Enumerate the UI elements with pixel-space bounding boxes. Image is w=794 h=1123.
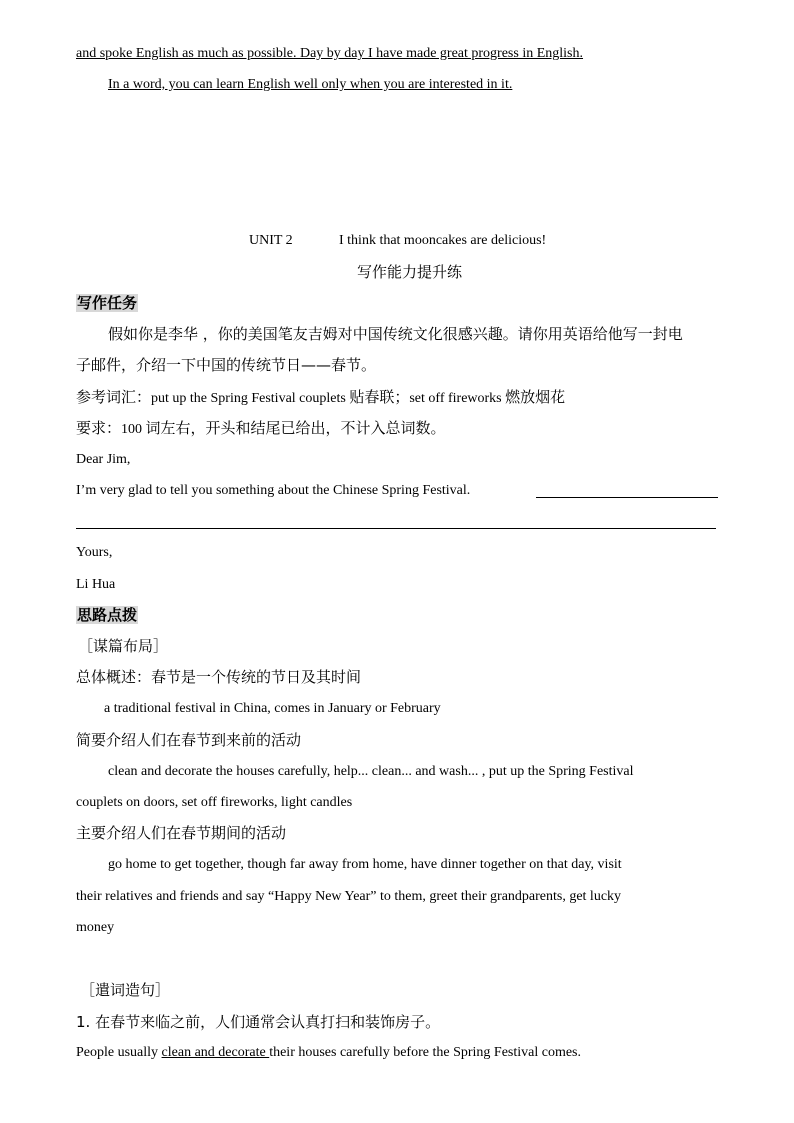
- sentence-1-en-answer: clean and decorate: [161, 1045, 270, 1060]
- vocab-cn-1: 贴春联；: [349, 388, 410, 406]
- task-prompt-line-2: 子邮件，介绍一下中国的传统节日——春节。: [76, 356, 377, 374]
- requirement-text: 词左右，开头和结尾已给出，不计入总词数。: [145, 419, 446, 437]
- unit-title: I think that mooncakes are delicious!: [339, 233, 547, 248]
- sentence-heading: ［遣词造句］: [80, 981, 171, 999]
- answer-blank-2: [76, 528, 716, 529]
- during-heading: 主要介绍人们在春节期间的活动: [76, 824, 287, 842]
- task-tag: 写作任务: [77, 294, 138, 312]
- requirement-line: [76, 419, 446, 439]
- vocab-en-2: set off fireworks: [409, 391, 506, 406]
- layout-heading: ［谋篇布局］: [78, 637, 169, 655]
- overview-english: a traditional festival in China, comes in January or February: [104, 701, 441, 716]
- before-english-1: clean and decorate the houses carefully, help... clean... and wash... , put up the Spring Festival: [108, 764, 634, 779]
- before-heading: 简要介绍人们在春节到来前的活动: [76, 731, 302, 749]
- vocab-label: 参考词汇：: [76, 388, 152, 406]
- requirement-number: 100: [121, 422, 146, 437]
- during-english-3: money: [76, 920, 115, 935]
- overview-heading: 总体概述：春节是一个传统的节日及其时间: [76, 668, 362, 686]
- before-english-2: couplets on doors, set off fireworks, light candles: [76, 795, 353, 810]
- letter-signature: Li Hua: [76, 577, 116, 592]
- letter-closing: Yours,: [76, 545, 113, 560]
- unit-subtitle: 写作能力提升练: [357, 263, 463, 281]
- task-heading: [76, 294, 138, 314]
- tips-heading: [76, 606, 138, 626]
- task-prompt-line-1: 假如你是李华 ，你的美国笔友吉姆对中国传统文化很感兴趣。请你用英语给他写一封电: [108, 325, 683, 343]
- sentence-1-en-start: People usually: [76, 1045, 162, 1060]
- sentence-1-english: [76, 1044, 581, 1062]
- sentence-1-chinese: 1. 在春节来临之前，人们通常会认真打扫和装饰房子。: [76, 1013, 441, 1031]
- vocab-cn-2: 燃放烟花: [505, 388, 566, 406]
- unit-label: UNIT 2: [249, 233, 293, 248]
- letter-opening: I’m very glad to tell you something about the Chinese Spring Festival.: [76, 483, 471, 498]
- during-english-2: their relatives and friends and say “Happy New Year” to them, greet their grandparents, get lucky: [76, 889, 622, 904]
- previous-answer-line-1: and spoke English as much as possible. Day by day I have made great progress in English.: [76, 46, 584, 61]
- previous-answer-line-2: In a word, you can learn English well only when you are interested in it.: [108, 77, 513, 92]
- vocab-line: [76, 388, 565, 408]
- during-english-1: go home to get together, though far away from home, have dinner together on that day, visit: [108, 857, 622, 872]
- requirement-label: 要求：: [76, 419, 122, 437]
- vocab-en-1: put up the Spring Festival couplets: [151, 391, 350, 406]
- letter-greeting: Dear Jim,: [76, 452, 131, 467]
- tips-tag: 思路点拨: [77, 606, 138, 624]
- sentence-1-en-end: their houses carefully before the Spring Festival comes.: [269, 1045, 582, 1060]
- answer-blank-1: [536, 497, 718, 498]
